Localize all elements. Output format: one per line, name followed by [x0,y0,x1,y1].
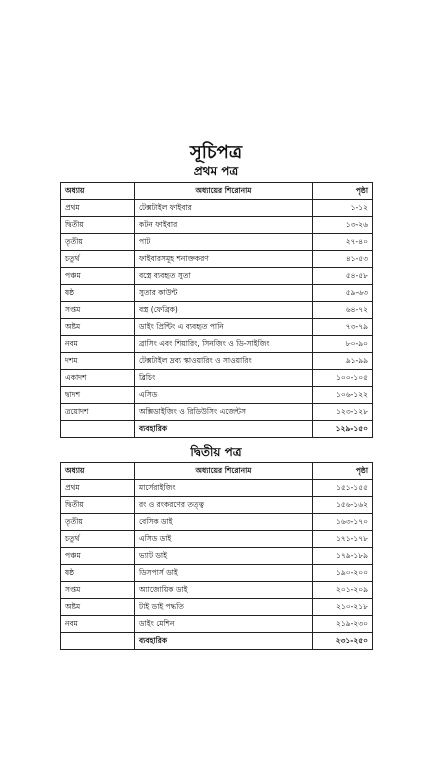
chapter-cell [61,633,135,650]
chapter-cell: চতুর্থ [61,531,135,548]
chapter-cell: দশম [61,353,135,370]
page-range-cell: ১৭১-১৭৮ [313,531,373,548]
chapter-cell: পঞ্চম [61,548,135,565]
title-cell: এসিড [135,387,313,404]
title-cell: সুতার কাউন্ট [135,285,313,302]
table-row [61,599,373,616]
page-range-cell: ১০৬-১২২ [313,387,373,404]
chapter-cell: নবম [61,616,135,633]
table-row [61,251,373,268]
chapter-cell: দ্বিতীয় [61,217,135,234]
title-cell: ব্যবহারিক [135,421,313,438]
header-chapter: অধ্যায় [61,463,135,480]
page-range-cell: ৯১-৯৯ [313,353,373,370]
page-range-cell: ১২৩-১২৮ [313,404,373,421]
title-cell: ব্রাসিং এবং শিয়ারিং, সিনজিং ও ডি-সাইজিং [135,336,313,353]
page-range-cell: ১৫১-১৫৫ [313,480,373,497]
page-range-cell: ১৭৯-১৮৯ [313,548,373,565]
title-cell: বেসিক ডাই [135,514,313,531]
chapter-cell: দ্বাদশ [61,387,135,404]
table-row [61,633,373,650]
page-range-cell: ১৬৩-১৭০ [313,514,373,531]
chapter-cell: অষ্টম [61,599,135,616]
table-row [61,268,373,285]
table-row [61,548,373,565]
table-row [61,353,373,370]
table-row [61,421,373,438]
page-range-cell: ১-১২ [313,200,373,217]
chapter-cell: ষষ্ঠ [61,285,135,302]
table-row [61,404,373,421]
table-row [61,336,373,353]
section-title-first-paper: প্রথম পত্র [193,164,239,178]
page-range-cell: ৮০-৯০ [313,336,373,353]
table-row [61,234,373,251]
chapter-cell: প্রথম [61,200,135,217]
table-row [61,480,373,497]
page-range-cell: ৪১-৫৩ [313,251,373,268]
title-cell: ফাইবারসমূহ শনাক্তকরণ [135,251,313,268]
page-range-cell: ১২৯-১৫০ [313,421,373,438]
table-row [61,616,373,633]
chapter-cell: ষষ্ঠ [61,565,135,582]
table-row [61,285,373,302]
title-cell: টেক্সটাইল ফাইবার [135,200,313,217]
page-range-cell: ৫৯-৬৩ [313,285,373,302]
page-range-cell: ৫৪-৫৮ [313,268,373,285]
chapter-cell: চতুর্থ [61,251,135,268]
table-row [61,302,373,319]
chapter-cell: অষ্টম [61,319,135,336]
page-range-cell: ১৯০-২০০ [313,565,373,582]
toc-table-second-paper [60,462,373,650]
title-cell: এসিড ডাই [135,531,313,548]
title-cell: ডাইং মেশিন [135,616,313,633]
chapter-cell: পঞ্চম [61,268,135,285]
chapter-cell: নবম [61,336,135,353]
title-cell: মার্সেরাইজিং [135,480,313,497]
table-row [61,387,373,404]
chapter-cell: একাদশ [61,370,135,387]
title-cell: ব্লিচিং [135,370,313,387]
page-range-cell: ১৫৬-১৬২ [313,497,373,514]
table-row [61,565,373,582]
title-cell: টেক্সটাইল দ্রব্য স্কাওয়ারিং ও সাওয়ারিং [135,353,313,370]
chapter-cell: প্রথম [61,480,135,497]
chapter-cell [61,421,135,438]
table-row [61,200,373,217]
header-title: অধ্যায়ের শিরোনাম [135,463,313,480]
page-range-cell: ২১০-২১৮ [313,599,373,616]
page-range-cell: ২০১-২০৯ [313,582,373,599]
chapter-cell: ত্রয়োদশ [61,404,135,421]
header-page: পৃষ্ঠা [313,463,373,480]
header-page: পৃষ্ঠা [313,183,373,200]
title-cell: কটন ফাইবার [135,217,313,234]
table-row [61,514,373,531]
page-range-cell: ২১৯-২৩০ [313,616,373,633]
chapter-cell: সপ্তম [61,582,135,599]
page-range-cell: ৬৪-৭২ [313,302,373,319]
title-cell: ভ্যাট ডাই [135,548,313,565]
table-row [61,217,373,234]
title-cell: অ্যাজোয়িক ডাই [135,582,313,599]
page-range-cell: ১৩-২৬ [313,217,373,234]
table-row [61,370,373,387]
page-range-cell: ২৭-৪০ [313,234,373,251]
title-cell: টাই ডাই পদ্ধতি [135,599,313,616]
table-row [61,531,373,548]
title-cell: পাট [135,234,313,251]
table-header-row [61,183,373,200]
title-cell: বস্ত্রে ব্যবহৃত সুতা [135,268,313,285]
chapter-cell: দ্বিতীয় [61,497,135,514]
section-title-second-paper: দ্বিতীয় পত্র [190,445,242,459]
title-cell: ডিসপার্স ডাই [135,565,313,582]
title-cell: ব্যবহারিক [135,633,313,650]
page-range-cell: ২৩১-২৫০ [313,633,373,650]
header-title: অধ্যায়ের শিরোনাম [135,183,313,200]
page-range-cell: ৭৩-৭৯ [313,319,373,336]
title-cell: বস্ত্র (ফেব্রিক) [135,302,313,319]
chapter-cell: তৃতীয় [61,514,135,531]
page-range-cell: ১০০-১০৫ [313,370,373,387]
page-title: সূচিপত্র [189,142,243,163]
title-cell: রং ও রংকরণের তত্ত্ব [135,497,313,514]
title-cell: ডাইং প্রিন্টিং এ ব্যবহৃত পানি [135,319,313,336]
table-row [61,582,373,599]
chapter-cell: সপ্তম [61,302,135,319]
table-row [61,319,373,336]
header-chapter: অধ্যায় [61,183,135,200]
table-row [61,497,373,514]
toc-table-first-paper [60,182,373,438]
table-header-row [61,463,373,480]
chapter-cell: তৃতীয় [61,234,135,251]
title-cell: অক্সিডাইজিং ও রিডিউসিং এজেন্টস [135,404,313,421]
